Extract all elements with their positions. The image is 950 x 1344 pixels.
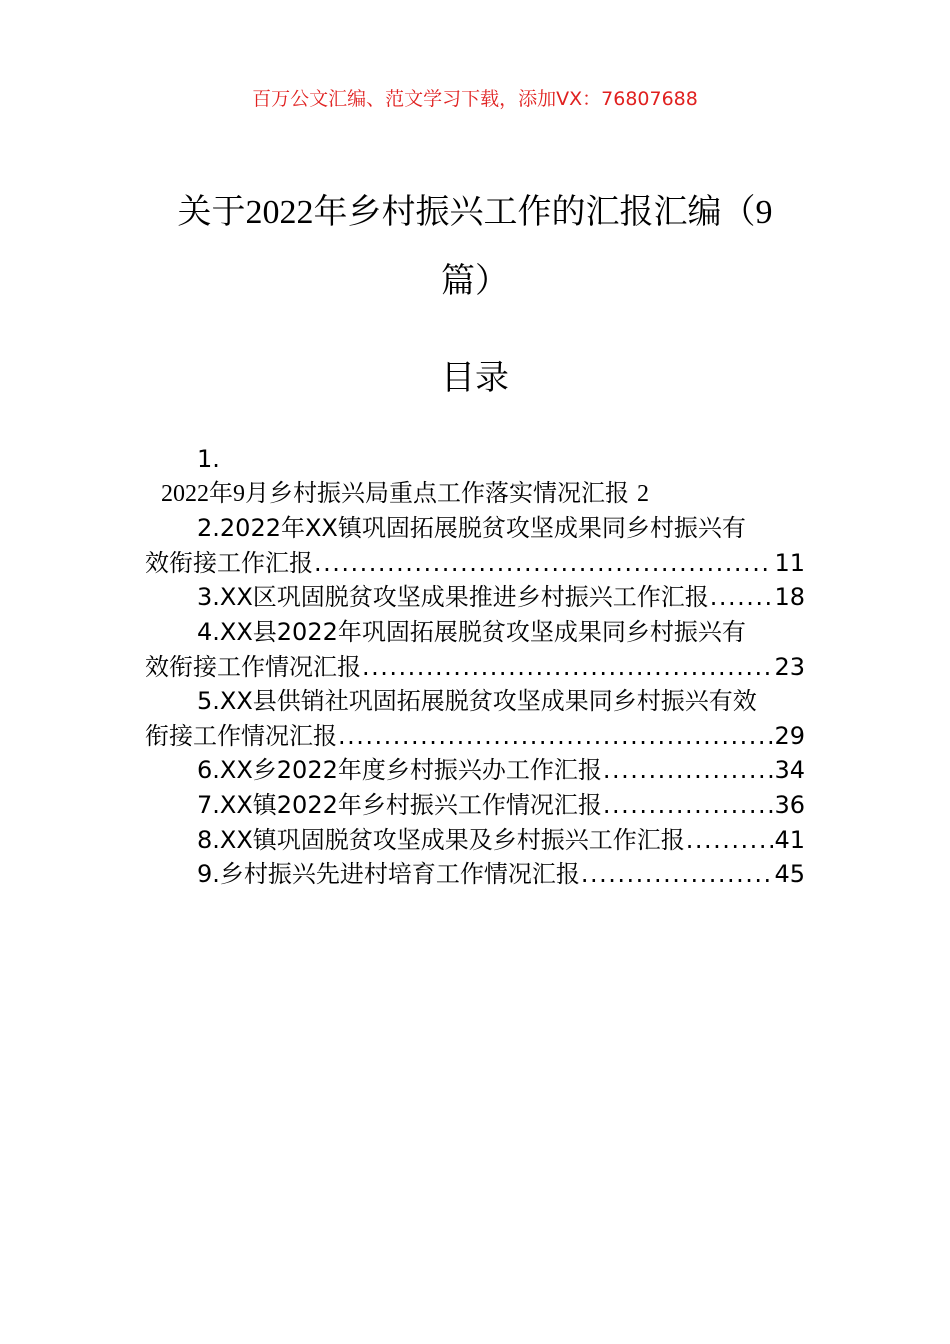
toc-entry-title: 2022年9月乡村振兴局重点工作落实情况汇报 [161,480,629,507]
toc-entry-title: 7.XX镇2022年乡村振兴工作情况汇报 [197,790,602,819]
toc-entry-line [145,684,805,719]
toc-entry-title: 8.XX镇巩固脱贫攻坚成果及乡村振兴工作汇报 [197,825,685,854]
header-watermark-note: 百万公文汇编、范文学习下载，添加VX：76807688 [252,88,698,110]
toc-entry-line [145,477,805,512]
toc-entry-page: 2 [637,480,649,507]
dot-leader [603,753,774,788]
toc-entry-page: 41 [774,825,805,854]
toc-entry-number: 1. [197,445,220,473]
table-of-contents [145,442,805,892]
toc-entry-title: 5.XX县供销社巩固拓展脱贫攻坚成果同乡村振兴有效 [197,687,757,716]
toc-entry-line [145,511,805,546]
toc-entry-title: 6.XX乡2022年度乡村振兴办工作汇报 [197,756,602,785]
toc-entry-title: 3.XX区巩固脱贫攻坚成果推进乡村振兴工作汇报 [197,583,709,612]
toc-entry-title: 9.乡村振兴先进村培育工作情况汇报 [197,860,580,889]
toc-entry-line [145,546,805,581]
toc-entry-title: 4.XX县2022年巩固拓展脱贫攻坚成果同乡村振兴有 [197,617,746,646]
toc-entry-page: 29 [774,721,805,750]
toc-entry-line [145,823,805,858]
dot-leader [314,546,773,581]
toc-entry-title: 2.2022年XX镇巩固拓展脱贫攻坚成果同乡村振兴有 [197,514,746,543]
title-line-1 [145,178,805,247]
dot-leader [686,823,774,858]
toc-entry-title-cont: 效衔接工作情况汇报 [145,652,361,681]
toc-entry-8[interactable] [145,823,805,858]
toc-entry-4[interactable] [145,615,805,684]
title-count: 9 [755,194,773,231]
toc-entry-title-cont: 衔接工作情况汇报 [145,721,337,750]
toc-entry-page: 36 [774,790,805,819]
toc-entry-line [145,788,805,823]
dot-leader [710,580,774,615]
title-suffix: 年乡村振兴工作的汇报汇编（ [313,192,756,232]
toc-entry-line [145,857,805,892]
toc-entry-9[interactable] [145,857,805,892]
toc-entry-2[interactable] [145,511,805,580]
title-prefix: 关于 [177,192,246,232]
toc-entry-line [145,650,805,685]
toc-entry-7[interactable] [145,788,805,823]
toc-entry-line [145,753,805,788]
toc-entry-page: 18 [774,583,805,612]
dot-leader [338,719,773,754]
toc-entry-1[interactable] [145,442,805,511]
title-line-2: 篇） [441,261,509,301]
toc-entry-page: 23 [774,652,805,681]
toc-entry-page: 11 [774,548,805,577]
toc-entry-line [145,719,805,754]
toc-entry-5[interactable] [145,684,805,753]
dot-leader [581,857,774,892]
toc-entry-page: 34 [774,756,805,785]
toc-entry-line [145,580,805,615]
toc-entry-3[interactable] [145,580,805,615]
title-year: 2022 [245,194,314,231]
document-title [145,178,805,315]
toc-entry-6[interactable] [145,753,805,788]
dot-leader [603,788,774,823]
toc-entry-line [145,615,805,650]
toc-entry-title-cont: 效衔接工作汇报 [145,548,313,577]
toc-entry-page: 45 [774,860,805,889]
dot-leader [362,650,773,685]
toc-heading: 目录 [441,358,509,398]
